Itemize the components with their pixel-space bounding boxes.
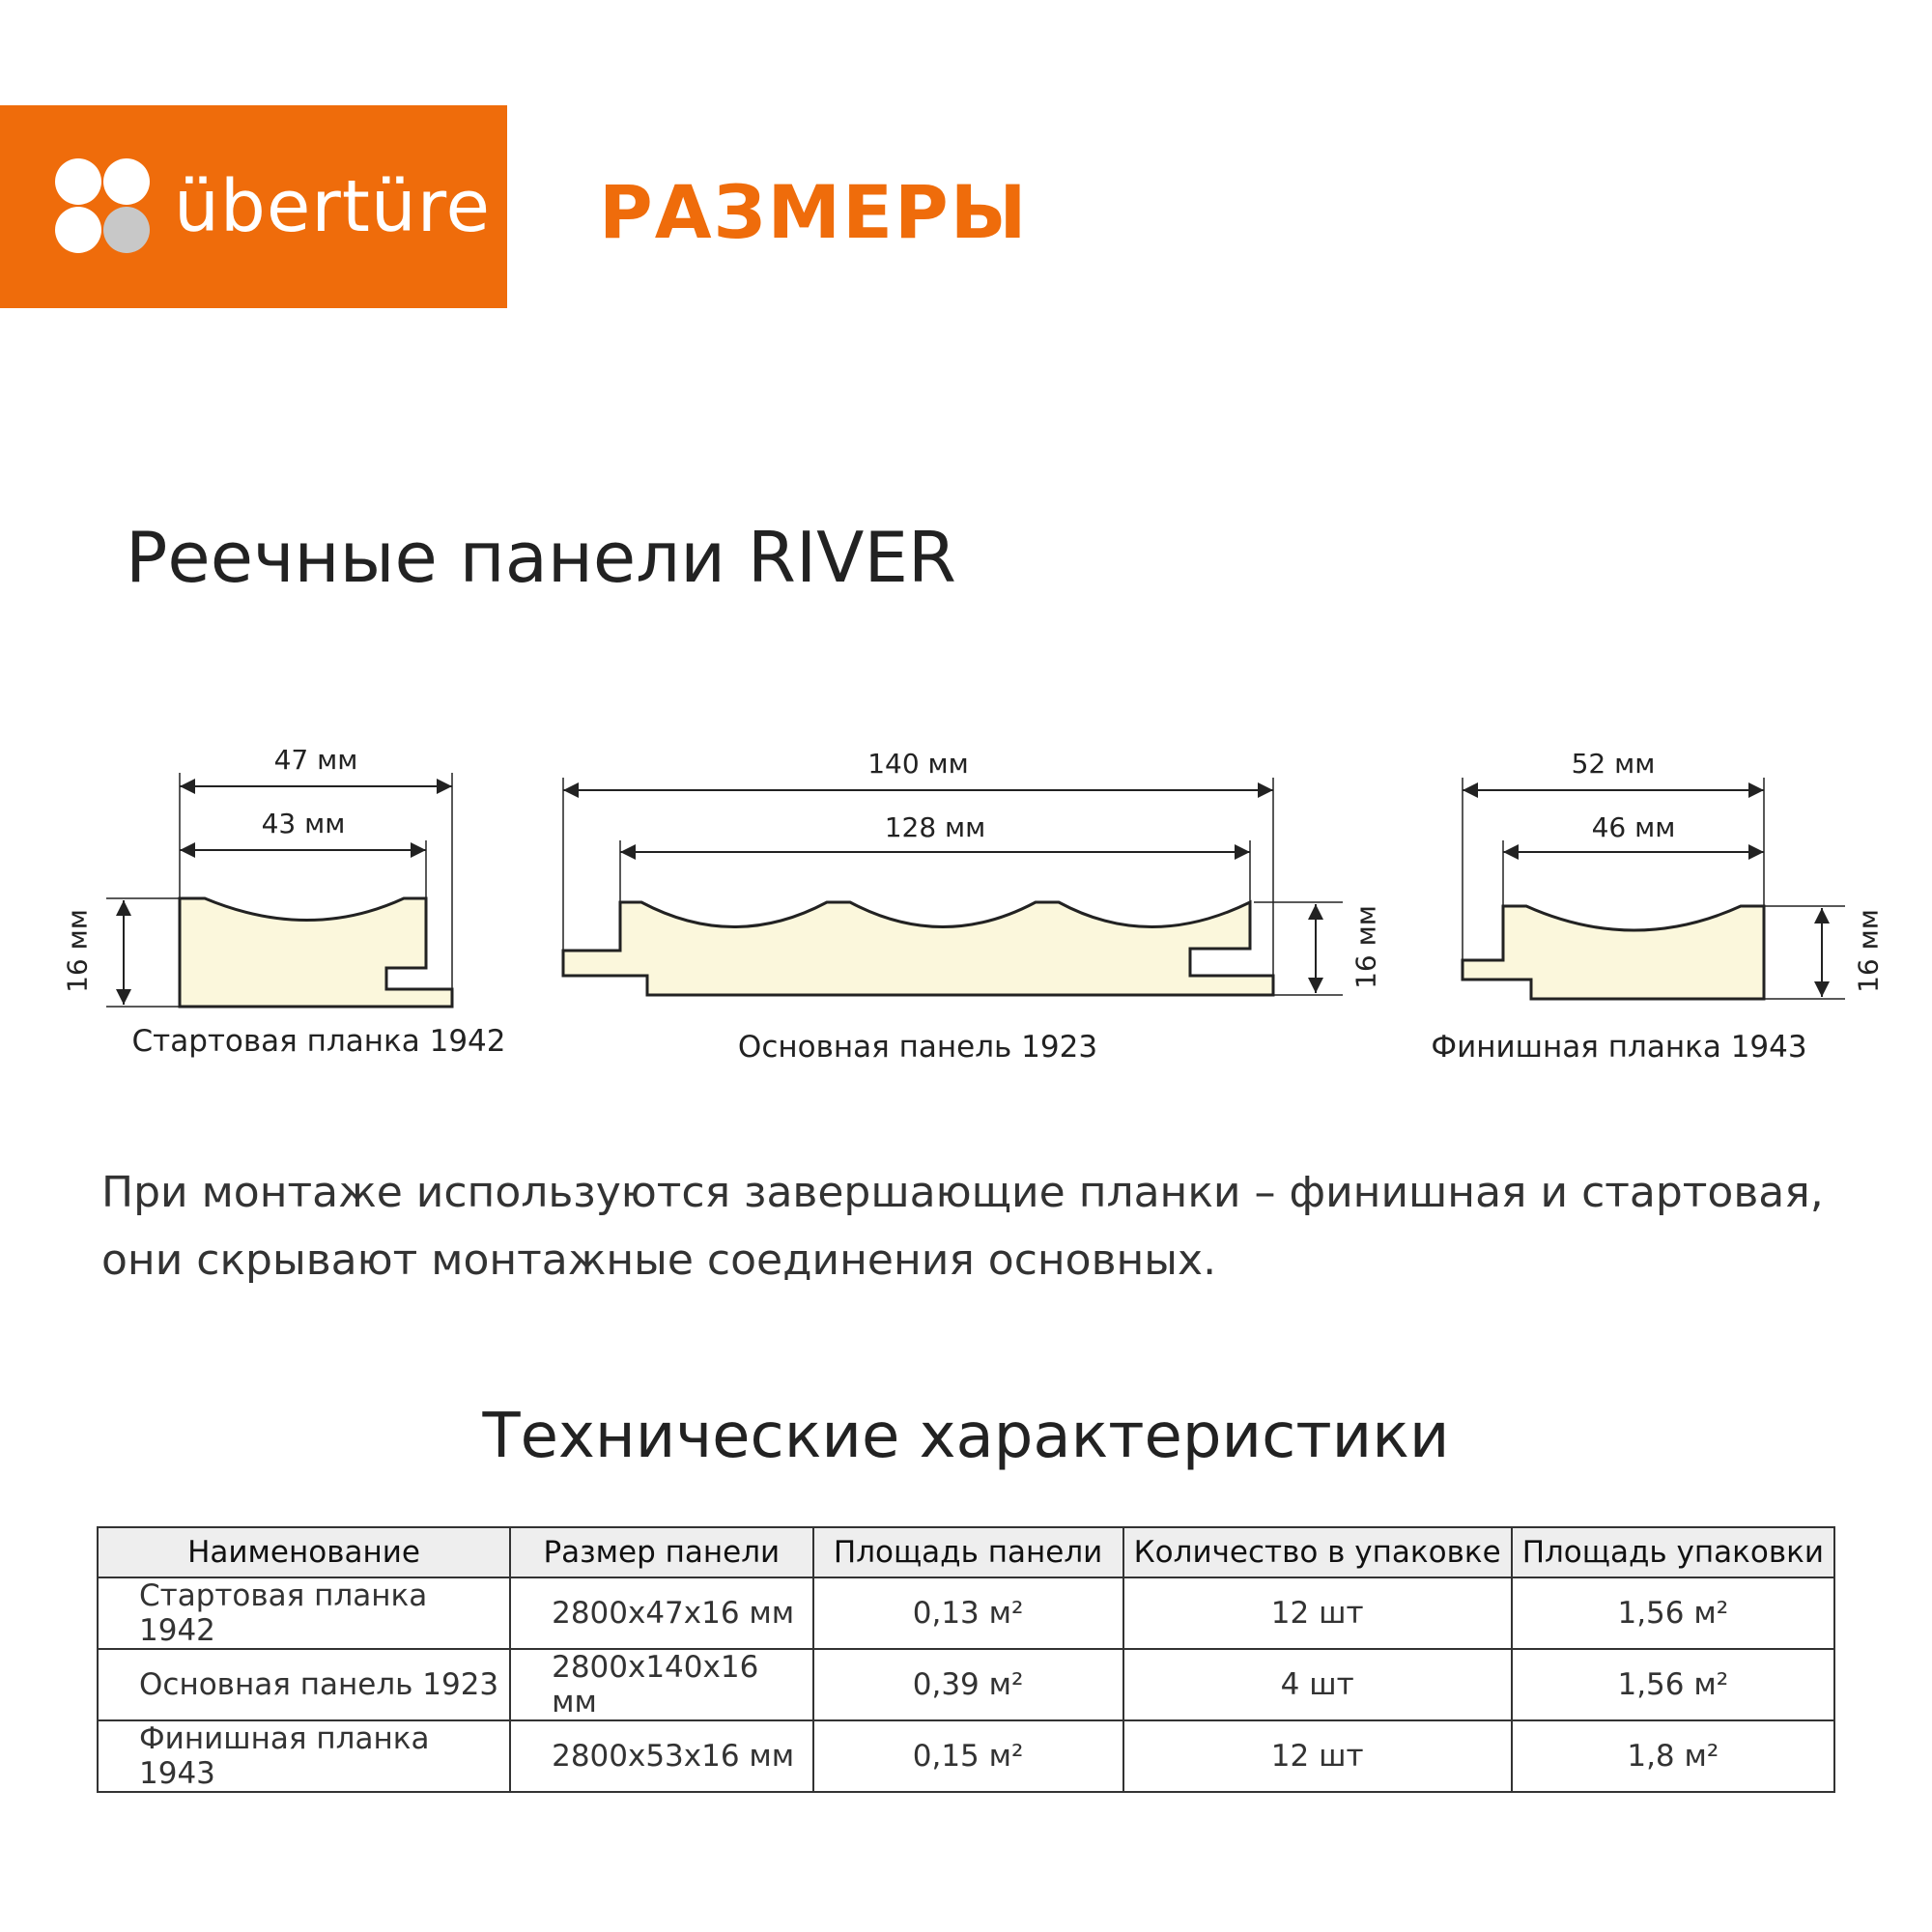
start-caption: Стартовая планка 1942: [131, 1024, 506, 1059]
main-inner-width-label: 128 мм: [884, 811, 986, 843]
row-panel-area: 0,39 м²: [813, 1649, 1123, 1720]
row-size: 2800х47х16 мм: [510, 1577, 812, 1649]
finish-height-label: 16 мм: [1852, 909, 1885, 993]
row-size: 2800х140х16 мм: [510, 1649, 812, 1720]
start-inner-width-label: 43 мм: [261, 808, 346, 839]
main-panel-profile: [563, 778, 1343, 995]
row-name: Финишная планка 1943: [98, 1720, 510, 1792]
row-pack-quantity: 12 шт: [1123, 1577, 1512, 1649]
row-pack-quantity: 4 шт: [1123, 1649, 1512, 1720]
header-pack-area: Площадь упаковки: [1512, 1527, 1834, 1577]
logo-circles-icon: [54, 157, 151, 254]
main-caption: Основная панель 1923: [737, 1030, 1098, 1065]
header-pack-quantity: Количество в упаковке: [1123, 1527, 1512, 1577]
section-title: Реечные панели RIVER: [126, 517, 956, 598]
row-panel-area: 0,15 м²: [813, 1720, 1123, 1792]
table-header-row: [98, 1527, 1834, 1577]
brand-logo: [0, 105, 507, 308]
page-heading: РАЗМЕРЫ: [599, 169, 1029, 255]
tech-specs-title: Технические характеристики: [482, 1401, 1450, 1472]
profile-drawings: [0, 734, 1932, 1082]
row-pack-area: 1,56 м²: [1512, 1577, 1834, 1649]
row-pack-quantity: 12 шт: [1123, 1720, 1512, 1792]
finish-outer-width-label: 52 мм: [1571, 748, 1656, 780]
brand-wordmark: übertüre: [174, 165, 492, 248]
row-pack-area: 1,56 м²: [1512, 1649, 1834, 1720]
row-pack-area: 1,8 м²: [1512, 1720, 1834, 1792]
specs-table: [97, 1526, 1835, 1793]
finish-caption: Финишная планка 1943: [1431, 1030, 1807, 1065]
row-size: 2800х53х16 мм: [510, 1720, 812, 1792]
finish-inner-width-label: 46 мм: [1591, 811, 1676, 843]
start-height-label: 16 мм: [61, 909, 94, 993]
table-row: [98, 1720, 1834, 1792]
start-outer-width-label: 47 мм: [273, 744, 358, 776]
row-panel-area: 0,13 м²: [813, 1577, 1123, 1649]
main-height-label: 16 мм: [1350, 905, 1382, 989]
row-name: Стартовая планка 1942: [98, 1577, 510, 1649]
installation-note: При монтаже используются завершающие планки – финишная и стартовая, они скрывают монтажные соединения основных.: [101, 1168, 1824, 1285]
header-size: Размер панели: [510, 1527, 812, 1577]
header-name: Наименование: [98, 1527, 510, 1577]
table-row: [98, 1577, 1834, 1649]
main-outer-width-label: 140 мм: [867, 748, 969, 780]
table-row: [98, 1649, 1834, 1720]
row-name: Основная панель 1923: [98, 1649, 510, 1720]
header-panel-area: Площадь панели: [813, 1527, 1123, 1577]
